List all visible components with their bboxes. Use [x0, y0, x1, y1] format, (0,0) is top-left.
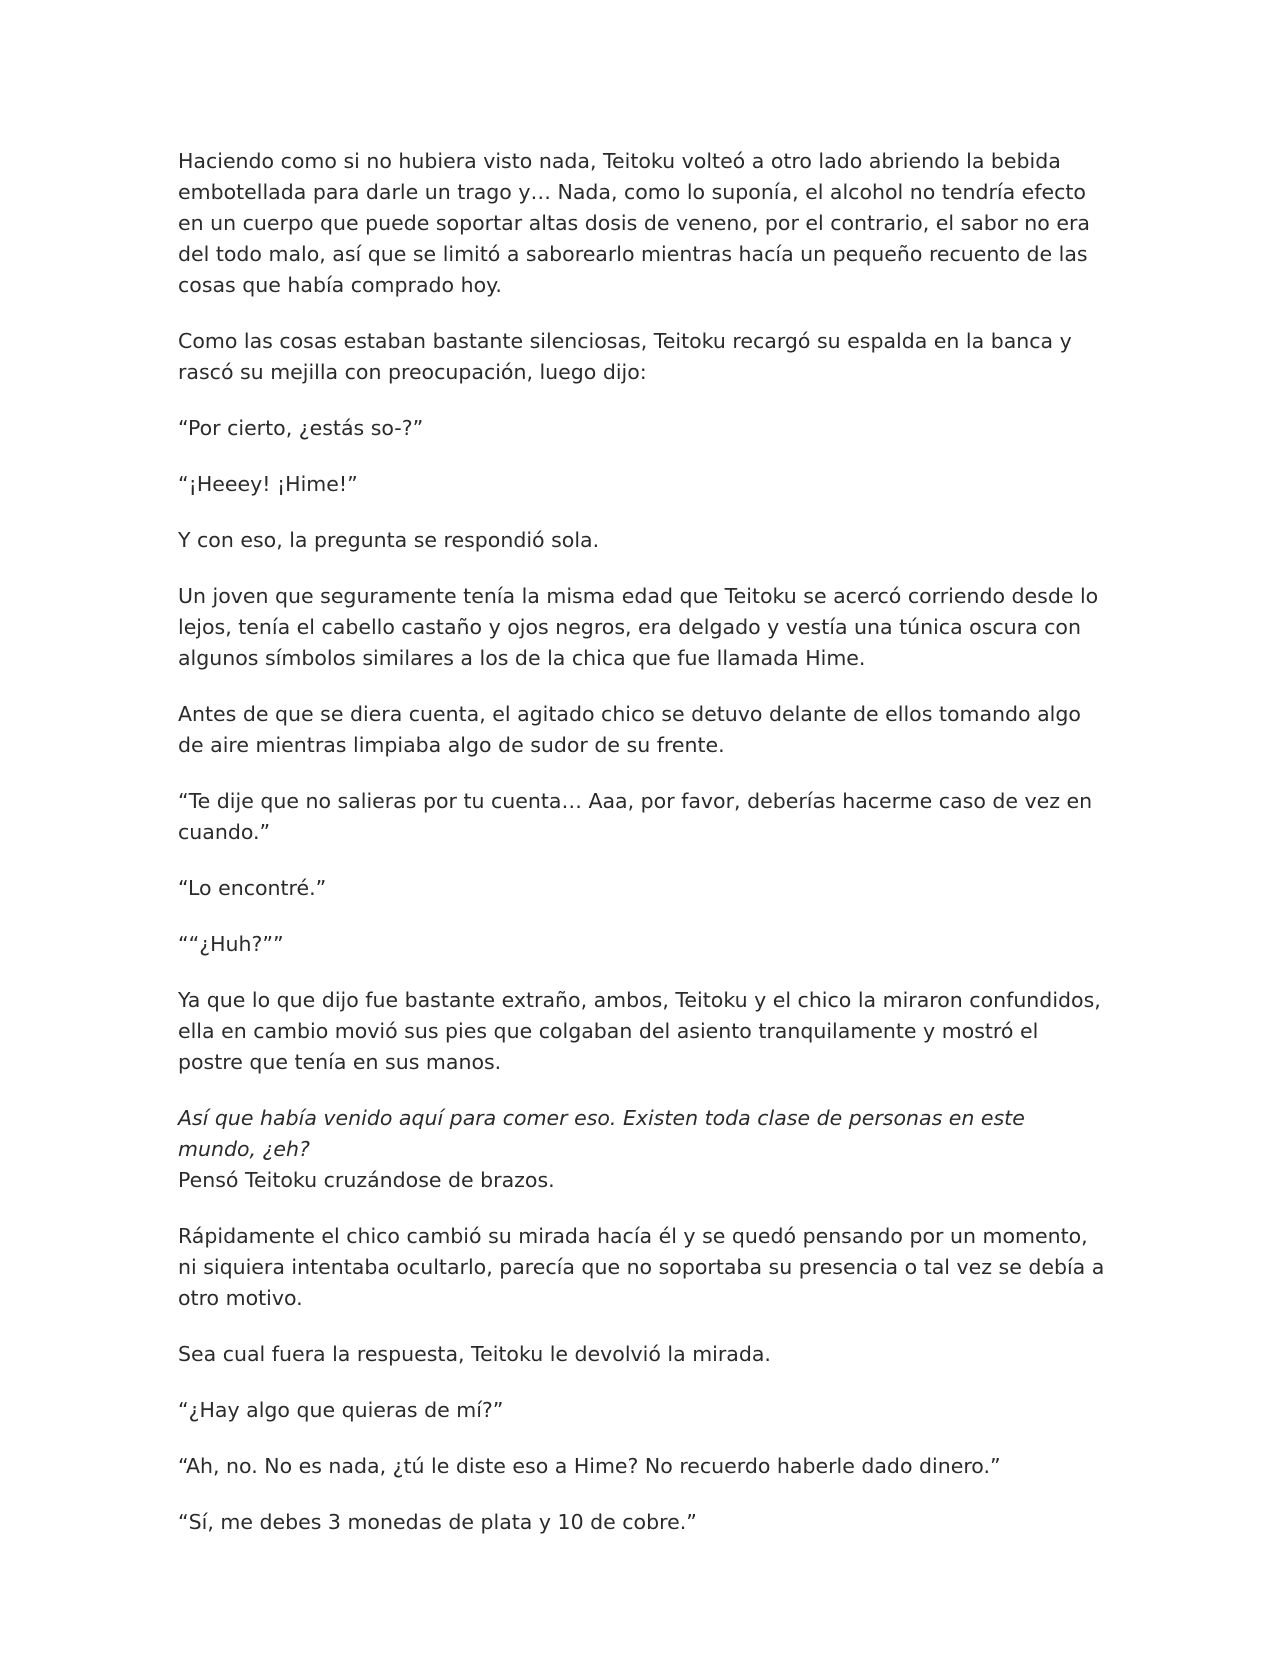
paragraph: Antes de que se diera cuenta, el agitado chico se detuvo delante de ellos tomando algo de aire mientras limpiaba algo de sudor de su frente.: [178, 702, 1081, 757]
thought-paragraph: [178, 1103, 1108, 1196]
paragraph: Rápidamente el chico cambió su mirada hacía él y se quedó pensando por un momento, ni siquiera intentaba ocultarlo, parecía que no soportaba su presencia o tal vez se debía a otro motivo.: [178, 1224, 1105, 1310]
thought-italic: Así que había venido aquí para comer eso. Existen toda clase de personas en este mundo, ¿eh?: [178, 1106, 1025, 1161]
paragraph: Un joven que seguramente tenía la misma edad que Teitoku se acercó corriendo desde lo lejos, tenía el cabello castaño y ojos negros, era delgado y vestía una túnica oscura con algunos símbolos similares a los de la chica que fue llamada Hime.: [178, 584, 1099, 670]
dialogue-line: “¿Hay algo que quieras de mí?”: [178, 1398, 504, 1422]
dialogue-line: “Te dije que no salieras por tu cuenta… Aaa, por favor, deberías hacerme caso de vez en cuando.”: [178, 789, 1093, 844]
thought-attribution: Pensó Teitoku cruzándose de brazos.: [178, 1168, 555, 1192]
paragraph: Y con eso, la pregunta se respondió sola.: [178, 528, 600, 552]
paragraph: Ya que lo que dijo fue bastante extraño, ambos, Teitoku y el chico la miraron confundidos, ella en cambio movió sus pies que colgaban del asiento tranquilamente y mostró el postre que tenía en sus manos.: [178, 988, 1101, 1074]
dialogue-line: “¡Heeey! ¡Hime!”: [178, 472, 358, 496]
paragraph: Como las cosas estaban bastante silenciosas, Teitoku recargó su espalda en la banca y rascó su mejilla con preocupación, luego dijo:: [178, 329, 1072, 384]
dialogue-line: “Sí, me debes 3 monedas de plata y 10 de cobre.”: [178, 1510, 697, 1534]
dialogue-line: ““¿Huh?””: [178, 932, 284, 956]
document-page: [178, 146, 1108, 1563]
paragraph: Haciendo como si no hubiera visto nada, Teitoku volteó a otro lado abriendo la bebida embotellada para darle un trago y… Nada, como lo suponía, el alcohol no tendría efecto en un cuerpo que puede soportar altas dosis de veneno, por el contrario, el sabor no era del todo malo, así que se limitó a saborearlo mientras hacía un pequeño recuento de las cosas que había comprado hoy.: [178, 149, 1090, 297]
paragraph: Sea cual fuera la respuesta, Teitoku le devolvió la mirada.: [178, 1342, 771, 1366]
dialogue-line: “Ah, no. No es nada, ¿tú le diste eso a Hime? No recuerdo haberle dado dinero.”: [178, 1454, 1001, 1478]
dialogue-line: “Lo encontré.”: [178, 876, 327, 900]
dialogue-line: “Por cierto, ¿estás so-?”: [178, 416, 424, 440]
